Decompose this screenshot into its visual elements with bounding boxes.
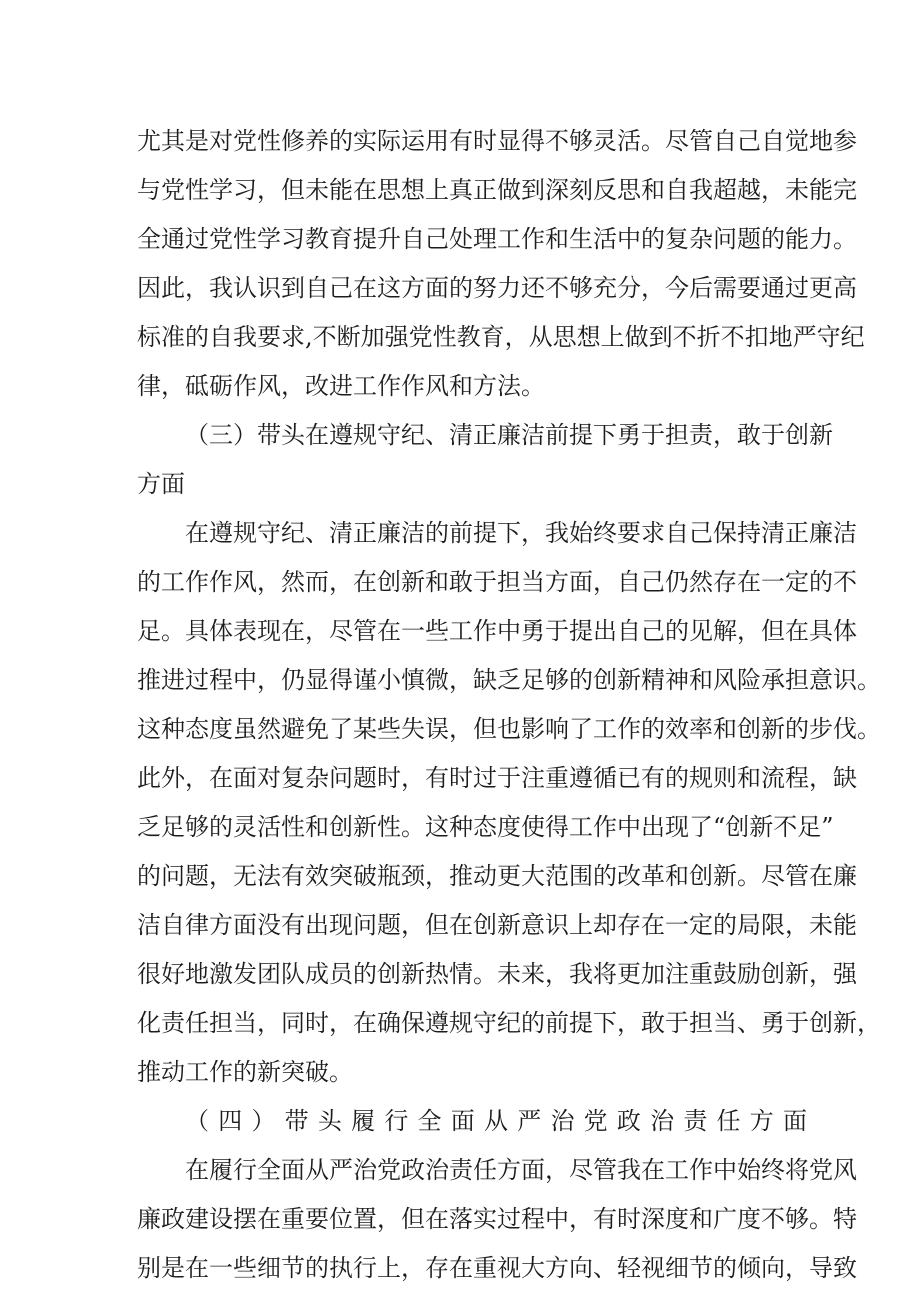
text-line: 与党性学习，但未能在思想上真正做到深刻反思和自我超越，未能完 — [137, 176, 857, 204]
text-line: 标准的自我要求,不断加强党性教育，从思想上做到不折不扣地严守纪 — [137, 323, 865, 351]
text-line: 乏足够的灵活性和创新性。这种态度使得工作中出现了“创新不足” — [137, 813, 834, 841]
text-line: 全通过党性学习教育提升自己处理工作和生活中的复杂问题的能力。 — [137, 225, 857, 253]
text-line: 因此，我认识到自己在这方面的努力还不够充分，今后需要通过更高 — [137, 274, 857, 302]
text-line: 的问题，无法有效突破瓶颈，推动更大范围的改革和创新。尽管在廉 — [137, 862, 857, 890]
paragraph-first-line: 在遵规守纪、清正廉洁的前提下，我始终要求自己保持清正廉洁 — [185, 519, 857, 547]
section-heading-continued: 方面 — [137, 470, 185, 498]
section-heading: （四）带头履行全面从严治党政治责任方面 — [185, 1107, 807, 1135]
text-line: 别是在一些细节的执行上，存在重视大方向、轻视细节的倾向，导致 — [137, 1254, 857, 1282]
paragraph-first-line: 在履行全面从严治党政治责任方面，尽管我在工作中始终将党风 — [185, 1156, 857, 1184]
text-line: 足。具体表现在，尽管在一些工作中勇于提出自己的见解，但在具体 — [137, 617, 857, 645]
text-line: 这种态度虽然避免了某些失误，但也影响了工作的效率和创新的步伐。 — [137, 715, 881, 743]
text-line: 律，砥砺作风，改进工作作风和方法。 — [137, 372, 545, 400]
text-line: 很好地激发团队成员的创新热情。未来，我将更加注重鼓励创新，强 — [137, 960, 857, 988]
section-heading: （三）带头在遵规守纪、清正廉洁前提下勇于担责，敢于创新 — [185, 421, 833, 449]
text-line: 推进过程中，仍显得谨小慎微，缺乏足够的创新精神和风险承担意识。 — [137, 666, 881, 694]
text-line: 廉政建设摆在重要位置，但在落实过程中，有时深度和广度不够。特 — [137, 1205, 857, 1233]
text-line: 尤其是对党性修养的实际运用有时显得不够灵活。尽管自己自觉地参 — [137, 127, 857, 155]
text-line: 化责任担当，同时，在确保遵规守纪的前提下，敢于担当、勇于创新， — [137, 1009, 881, 1037]
text-line: 推动工作的新突破。 — [137, 1058, 353, 1086]
text-line: 的工作作风，然而，在创新和敢于担当方面，自己仍然存在一定的不 — [137, 568, 857, 596]
text-line: 此外，在面对复杂问题时，有时过于注重遵循已有的规则和流程，缺 — [137, 764, 857, 792]
text-line: 洁自律方面没有出现问题，但在创新意识上却存在一定的局限，未能 — [137, 911, 857, 939]
